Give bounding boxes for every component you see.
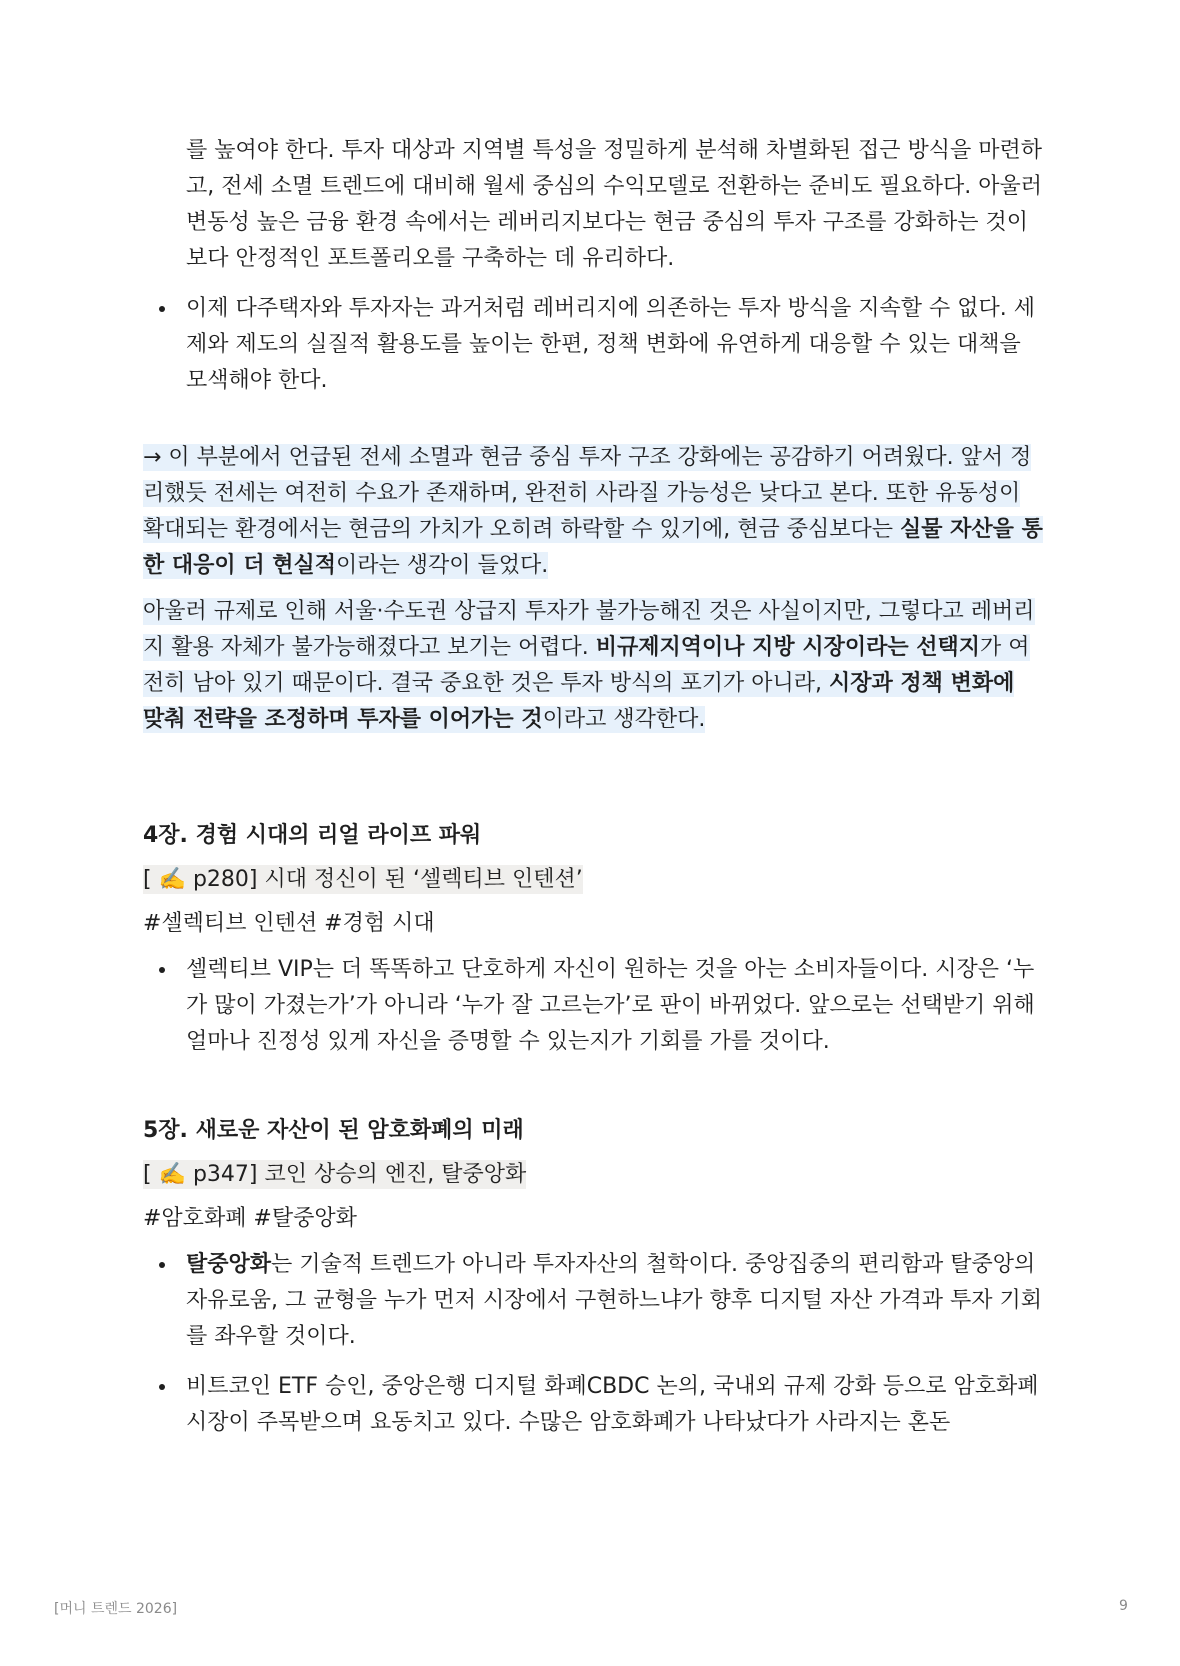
commentary-bold: 실물 자산을 통한 대응이 더 현실적 — [143, 517, 1043, 578]
page-quote-text: [ ✍️ p347] 코인 상승의 엔진, 탈중앙화 — [143, 1162, 527, 1187]
hashtags: #암호화폐 #탈중앙화 — [143, 1206, 357, 1231]
bullet-list — [143, 1247, 1043, 1441]
hashtags: #셀렉티브 인텐션 #경험 시대 — [143, 911, 435, 936]
bullet-list — [143, 291, 1043, 399]
commentary-paragraph — [143, 440, 1043, 584]
commentary-text: 이라는 생각이 들었다. — [336, 553, 549, 578]
chapter-heading: 4장. 경험 시대의 리얼 라이프 파워 — [143, 823, 482, 848]
list-item: 비트코인 ETF 승인, 중앙은행 디지털 화폐CBDC 논의, 국내외 규제 강화 등으로 암호화폐 시장이 주목받으며 요동치고 있다. 수많은 암호화폐가 나타났다가 사라지는 혼돈 — [143, 1369, 1043, 1441]
list-item: 이제 다주택자와 투자자는 과거처럼 레버리지에 의존하는 투자 방식을 지속할 수 없다. 세제와 제도의 실질적 활용도를 높이는 한편, 정책 변화에 유연하게 대응할 수 있는 대책을 모색해야 한다. — [143, 291, 1043, 399]
chapter-heading: 5장. 새로운 자산이 된 암호화폐의 미래 — [143, 1118, 524, 1143]
list-item — [143, 1247, 1043, 1355]
top-section — [143, 133, 1043, 413]
page-quote — [143, 1157, 1043, 1193]
page-number: 9 — [1119, 1598, 1128, 1614]
bullet-continuation: 를 높여야 한다. 투자 대상과 지역별 특성을 정밀하게 분석해 차별화된 접근 방식을 마련하고, 전세 소멸 트렌드에 대비해 월세 중심의 수익모델로 전환하는 준비도 필요하다. 아울러 변동성 높은 금융 환경 속에서는 레버리지보다는 현금 중심의 투자 구조를 강화하는 것이 보다 안정적인 포트폴리오를 구축하는 데 유리하다. — [186, 138, 1042, 271]
commentary-paragraph — [143, 594, 1043, 738]
commentary-bold: 비규제지역이나 지방 시장이라는 선택지 — [595, 635, 981, 660]
bullet-bold: 탈중앙화 — [186, 1252, 272, 1277]
commentary-text: 이라고 생각한다. — [542, 707, 706, 732]
chapter4-section — [143, 818, 1043, 1074]
bullet-list — [143, 952, 1043, 1060]
footer-book-title: [머니 트렌드 2026] — [54, 1601, 178, 1617]
chapter5-section — [143, 1113, 1043, 1455]
page-quote — [143, 862, 1043, 898]
list-item: 셀렉티브 VIP는 더 똑똑하고 단호하게 자신이 원하는 것을 아는 소비자들이다. 시장은 ‘누가 많이 가졌는가’가 아니라 ‘누가 잘 고르는가’로 판이 바뀌었다. 앞으로는 선택받기 위해 얼마나 진정성 있게 자신을 증명할 수 있는지가 기회를 가를 것이다. — [143, 952, 1043, 1060]
commentary-section — [143, 440, 1043, 748]
commentary-text: 아울러 규제로 인해 서울·수도권 상급지 투자가 불가능해진 것은 사실이지만, 그렇다고 레버리지 활용 자체가 불가능해졌다고 보기는 어렵다. — [143, 599, 1035, 660]
bullet-text: 는 기술적 트렌드가 아니라 투자자산의 철학이다. 중앙집중의 편리함과 탈중앙의 자유로움, 그 균형을 누가 먼저 시장에서 구현하느냐가 향후 디지털 자산 가격과 투자 기회를 좌우할 것이다. — [186, 1252, 1042, 1349]
page-quote-text: [ ✍️ p280] 시대 정신이 된 ‘셀렉티브 인텐션’ — [143, 867, 583, 892]
commentary-text: → 이 부분에서 언급된 전세 소멸과 현금 중심 투자 구조 강화에는 공감하기 어려웠다. 앞서 정리했듯 전세는 여전히 수요가 존재하며, 완전히 사라질 가능성은 낮다고 본다. 또한 유동성이 확대되는 환경에서는 현금의 가치가 오히려 하락할 수 있기에, 현금 중심보다는 — [143, 445, 1032, 542]
commentary-bold: 시장과 정책 변화에 맞춰 전략을 조정하며 투자를 이어가는 것 — [143, 671, 1015, 732]
commentary-text: 가 여전히 남아 있기 때문이다. 결국 중요한 것은 투자 방식의 포기가 아니라, — [143, 635, 1030, 696]
